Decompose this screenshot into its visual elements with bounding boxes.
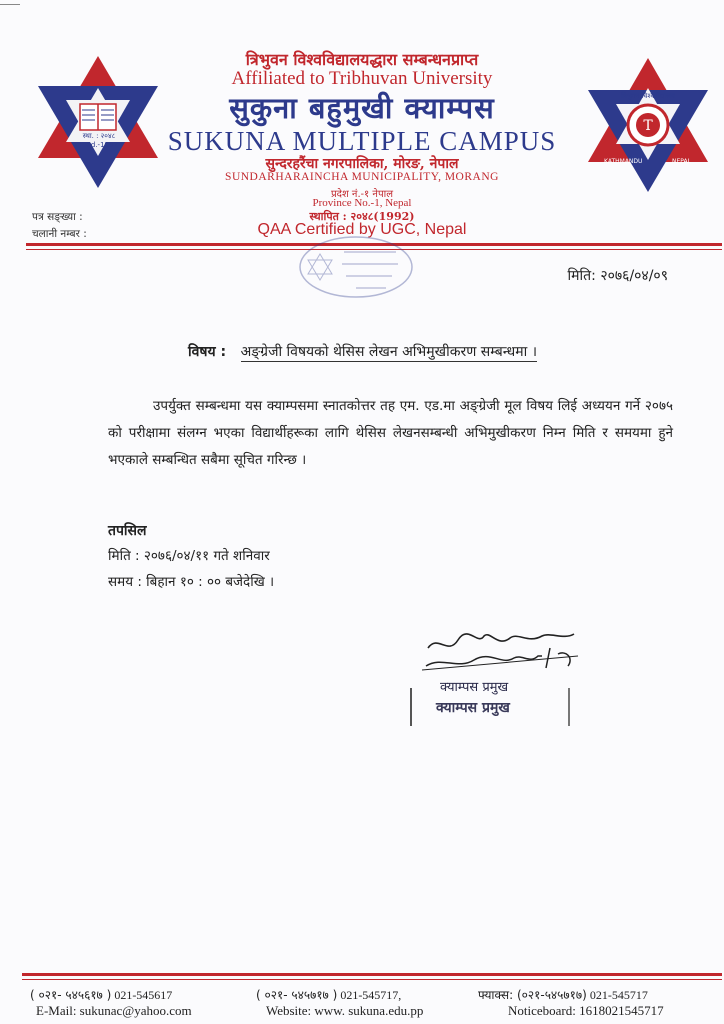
municipality: SUNDARHARAINCHA MUNICIPALITY, MORANG: [225, 171, 499, 183]
province: Province No.-1, Nepal: [312, 197, 412, 209]
affiliation-devanagari: त्रिभुवन विश्वविद्यालयद्धारा सम्बन्धनप्राप्त: [245, 50, 479, 69]
footer-phone-1: [30, 986, 172, 1003]
corner-mark: [0, 4, 20, 5]
footer-divider-thin: [22, 979, 722, 980]
phone-2: 021-545717,: [340, 988, 402, 1002]
footer-noticeboard: Noticeboard: 1618021545717: [508, 1003, 664, 1018]
right-logo-top-text: त्रिभुवन विश्वविद्यालय: [621, 92, 675, 100]
established: स्थापित : २०४८(1992): [309, 210, 415, 223]
province-devanagari: प्रदेश नं.-१ नेपाल: [330, 189, 394, 200]
dispatch-number-label: चलानी नम्बर :: [32, 228, 87, 240]
handwritten-signature-icon: [418, 626, 588, 678]
subject-line: [188, 342, 537, 361]
phone-2-devanagari: ( ०२१- ५४५७१७ ): [256, 988, 338, 1002]
designation-stamp: क्याम्पस प्रमुख: [436, 700, 510, 716]
fax-devanagari: फ्याक्स: (०२१-५४५७१७): [478, 988, 587, 1002]
svg-text:T: T: [643, 118, 653, 134]
subject-label: विषय :: [188, 344, 227, 360]
footer-email: E-Mail: sukunac@yahoo.com: [36, 1003, 192, 1018]
campus-name-devanagari: सुकुना बहुमुखी क्याम्पस: [229, 91, 495, 125]
campus-name: SUKUNA MULTIPLE CAMPUS: [167, 126, 557, 156]
phone-1: 021-545617: [114, 988, 173, 1002]
phone-1-devanagari: ( ०२१- ५४५६१७ ): [30, 988, 112, 1002]
affiliation: Affiliated to Tribhuvan University: [231, 68, 493, 89]
signatory-title: क्याम्पस प्रमुख: [440, 680, 509, 695]
campus-seal: [296, 234, 416, 300]
certification: QAA Certified by UGC, Nepal: [257, 221, 467, 238]
footer-website: Website: www. sukuna.edu.pp: [266, 1003, 424, 1018]
left-logo-line: स्था. : २०४८: [82, 132, 116, 140]
footer-divider: [22, 973, 722, 976]
letter-number-label: पत्र सङ्ख्या :: [32, 211, 83, 223]
municipality-devanagari: सुन्दरहरैंचा नगरपालिका, मोरङ, नेपाल: [265, 156, 459, 172]
footer-phone-2: [256, 986, 401, 1003]
fax: 021-545717: [589, 988, 648, 1002]
left-logo-line: Estd.-1992: [80, 141, 118, 149]
letter-body: उपर्युक्त सम्बन्धमा यस क्याम्पसमा स्नातकोत्तर तह एम. एड.मा अङ्ग्रेजी मूल विषय लिई अध्ययन गर्ने २०७५ को परीक्षामा संलग्न भएका विद्यार्थीहरूका लागि थेसिस लेखनसम्बन्धी अभिमुखीकरण निम्न मिति र समयमा हुने भएकाले सम्बन्धित सबैमा सूचित गरिन्छ ।: [108, 398, 673, 468]
details-title: तपसिल: [108, 523, 147, 539]
right-logo-bottom-right: NEPAL: [672, 158, 691, 165]
subject-text: अङ्ग्रेजी विषयको थेसिस लेखन अभिमुखीकरण सम्बन्धमा ।: [240, 344, 538, 360]
footer-fax: [478, 986, 648, 1003]
details-date: मिति : २०७६/०४/११ गते शनिवार: [108, 548, 270, 564]
details-time: समय : बिहान १० : ०० बजेदेखि ।: [108, 574, 275, 590]
letter-date: मिति: २०७६/०४/०९: [567, 268, 668, 284]
right-logo-bottom-left: KATHMANDU: [604, 158, 643, 165]
signature: [418, 626, 588, 678]
seal-icon: [296, 234, 416, 300]
